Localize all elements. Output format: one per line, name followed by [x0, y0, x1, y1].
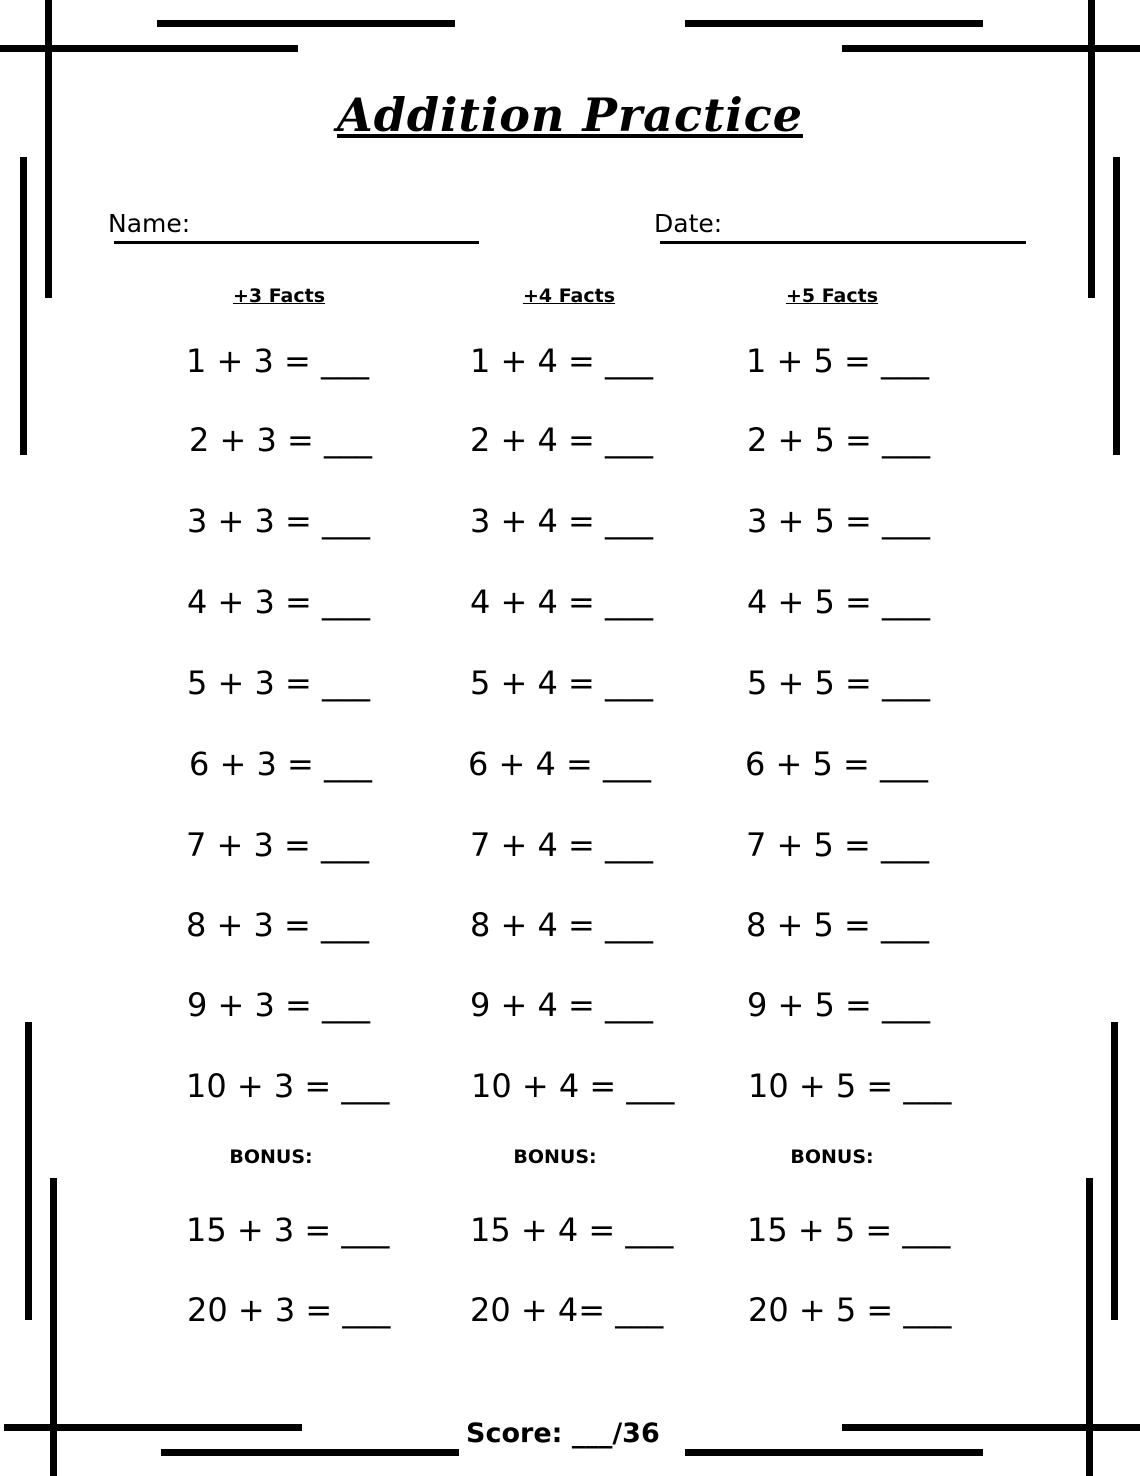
problem-item: 9 + 5 = ___	[747, 986, 931, 1024]
problem-item: 4 + 5 = ___	[747, 583, 931, 621]
score-label: Score: ___/36	[466, 1418, 660, 1449]
problem-item: 6 + 4 = ___	[468, 745, 652, 783]
problem-item: 5 + 5 = ___	[747, 664, 931, 702]
problem-item: 3 + 3 = ___	[187, 502, 371, 540]
problem-item: 1 + 5 = ___	[746, 342, 930, 380]
bonus-problem: 15 + 5 = ___	[747, 1211, 951, 1249]
problem-item: 9 + 4 = ___	[470, 986, 654, 1024]
bonus-problem: 20 + 3 = ___	[187, 1291, 391, 1329]
problem-item: 3 + 5 = ___	[747, 502, 931, 540]
frame-bar	[1086, 1178, 1093, 1476]
frame-bar	[1088, 0, 1095, 298]
bonus-problem: 15 + 4 = ___	[470, 1211, 674, 1249]
frame-bar	[161, 1449, 459, 1456]
column-heading-plus4: +4 Facts	[522, 285, 616, 307]
problem-item: 10 + 3 = ___	[186, 1067, 390, 1105]
date-line[interactable]	[660, 241, 1026, 244]
problem-item: 10 + 5 = ___	[748, 1067, 952, 1105]
problem-item: 2 + 5 = ___	[747, 421, 931, 459]
frame-bar	[685, 1449, 983, 1456]
problem-item: 9 + 3 = ___	[187, 986, 371, 1024]
bonus-heading: BONUS:	[790, 1146, 874, 1168]
problem-item: 7 + 5 = ___	[746, 826, 930, 864]
frame-bar	[20, 157, 27, 455]
frame-bar	[842, 45, 1140, 52]
frame-bar	[25, 1022, 32, 1320]
problem-item: 3 + 4 = ___	[470, 502, 654, 540]
bonus-problem: 20 + 5 = ___	[748, 1291, 952, 1329]
bonus-heading: BONUS:	[229, 1146, 313, 1168]
problem-item: 2 + 4 = ___	[470, 421, 654, 459]
bonus-problem: 20 + 4= ___	[470, 1291, 664, 1329]
problem-item: 6 + 3 = ___	[189, 745, 373, 783]
bonus-problem: 15 + 3 = ___	[186, 1211, 390, 1249]
frame-bar	[50, 1178, 57, 1476]
column-heading-plus5: +5 Facts	[785, 285, 879, 307]
problem-item: 6 + 5 = ___	[745, 745, 929, 783]
problem-item: 5 + 3 = ___	[187, 664, 371, 702]
frame-bar	[1111, 1022, 1118, 1320]
frame-bar	[842, 1424, 1140, 1431]
problem-item: 7 + 4 = ___	[470, 826, 654, 864]
frame-bar	[1113, 157, 1120, 455]
problem-item: 4 + 4 = ___	[470, 583, 654, 621]
frame-bar	[45, 0, 52, 298]
date-label: Date:	[654, 209, 723, 238]
bonus-heading: BONUS:	[513, 1146, 597, 1168]
problem-item: 1 + 4 = ___	[470, 342, 654, 380]
worksheet-title: Addition Practice	[337, 88, 803, 142]
problem-item: 1 + 3 = ___	[186, 342, 370, 380]
problem-item: 8 + 3 = ___	[186, 906, 370, 944]
problem-item: 2 + 3 = ___	[189, 421, 373, 459]
name-line[interactable]	[114, 241, 479, 244]
problem-item: 4 + 3 = ___	[187, 583, 371, 621]
problem-item: 8 + 5 = ___	[746, 906, 930, 944]
problem-item: 7 + 3 = ___	[186, 826, 370, 864]
frame-bar	[4, 1424, 302, 1431]
problem-item: 10 + 4 = ___	[471, 1067, 675, 1105]
problem-item: 8 + 4 = ___	[470, 906, 654, 944]
name-label: Name:	[108, 209, 191, 238]
frame-bar	[685, 20, 983, 27]
frame-bar	[157, 20, 455, 27]
problem-item: 5 + 4 = ___	[470, 664, 654, 702]
column-heading-plus3: +3 Facts	[232, 285, 326, 307]
